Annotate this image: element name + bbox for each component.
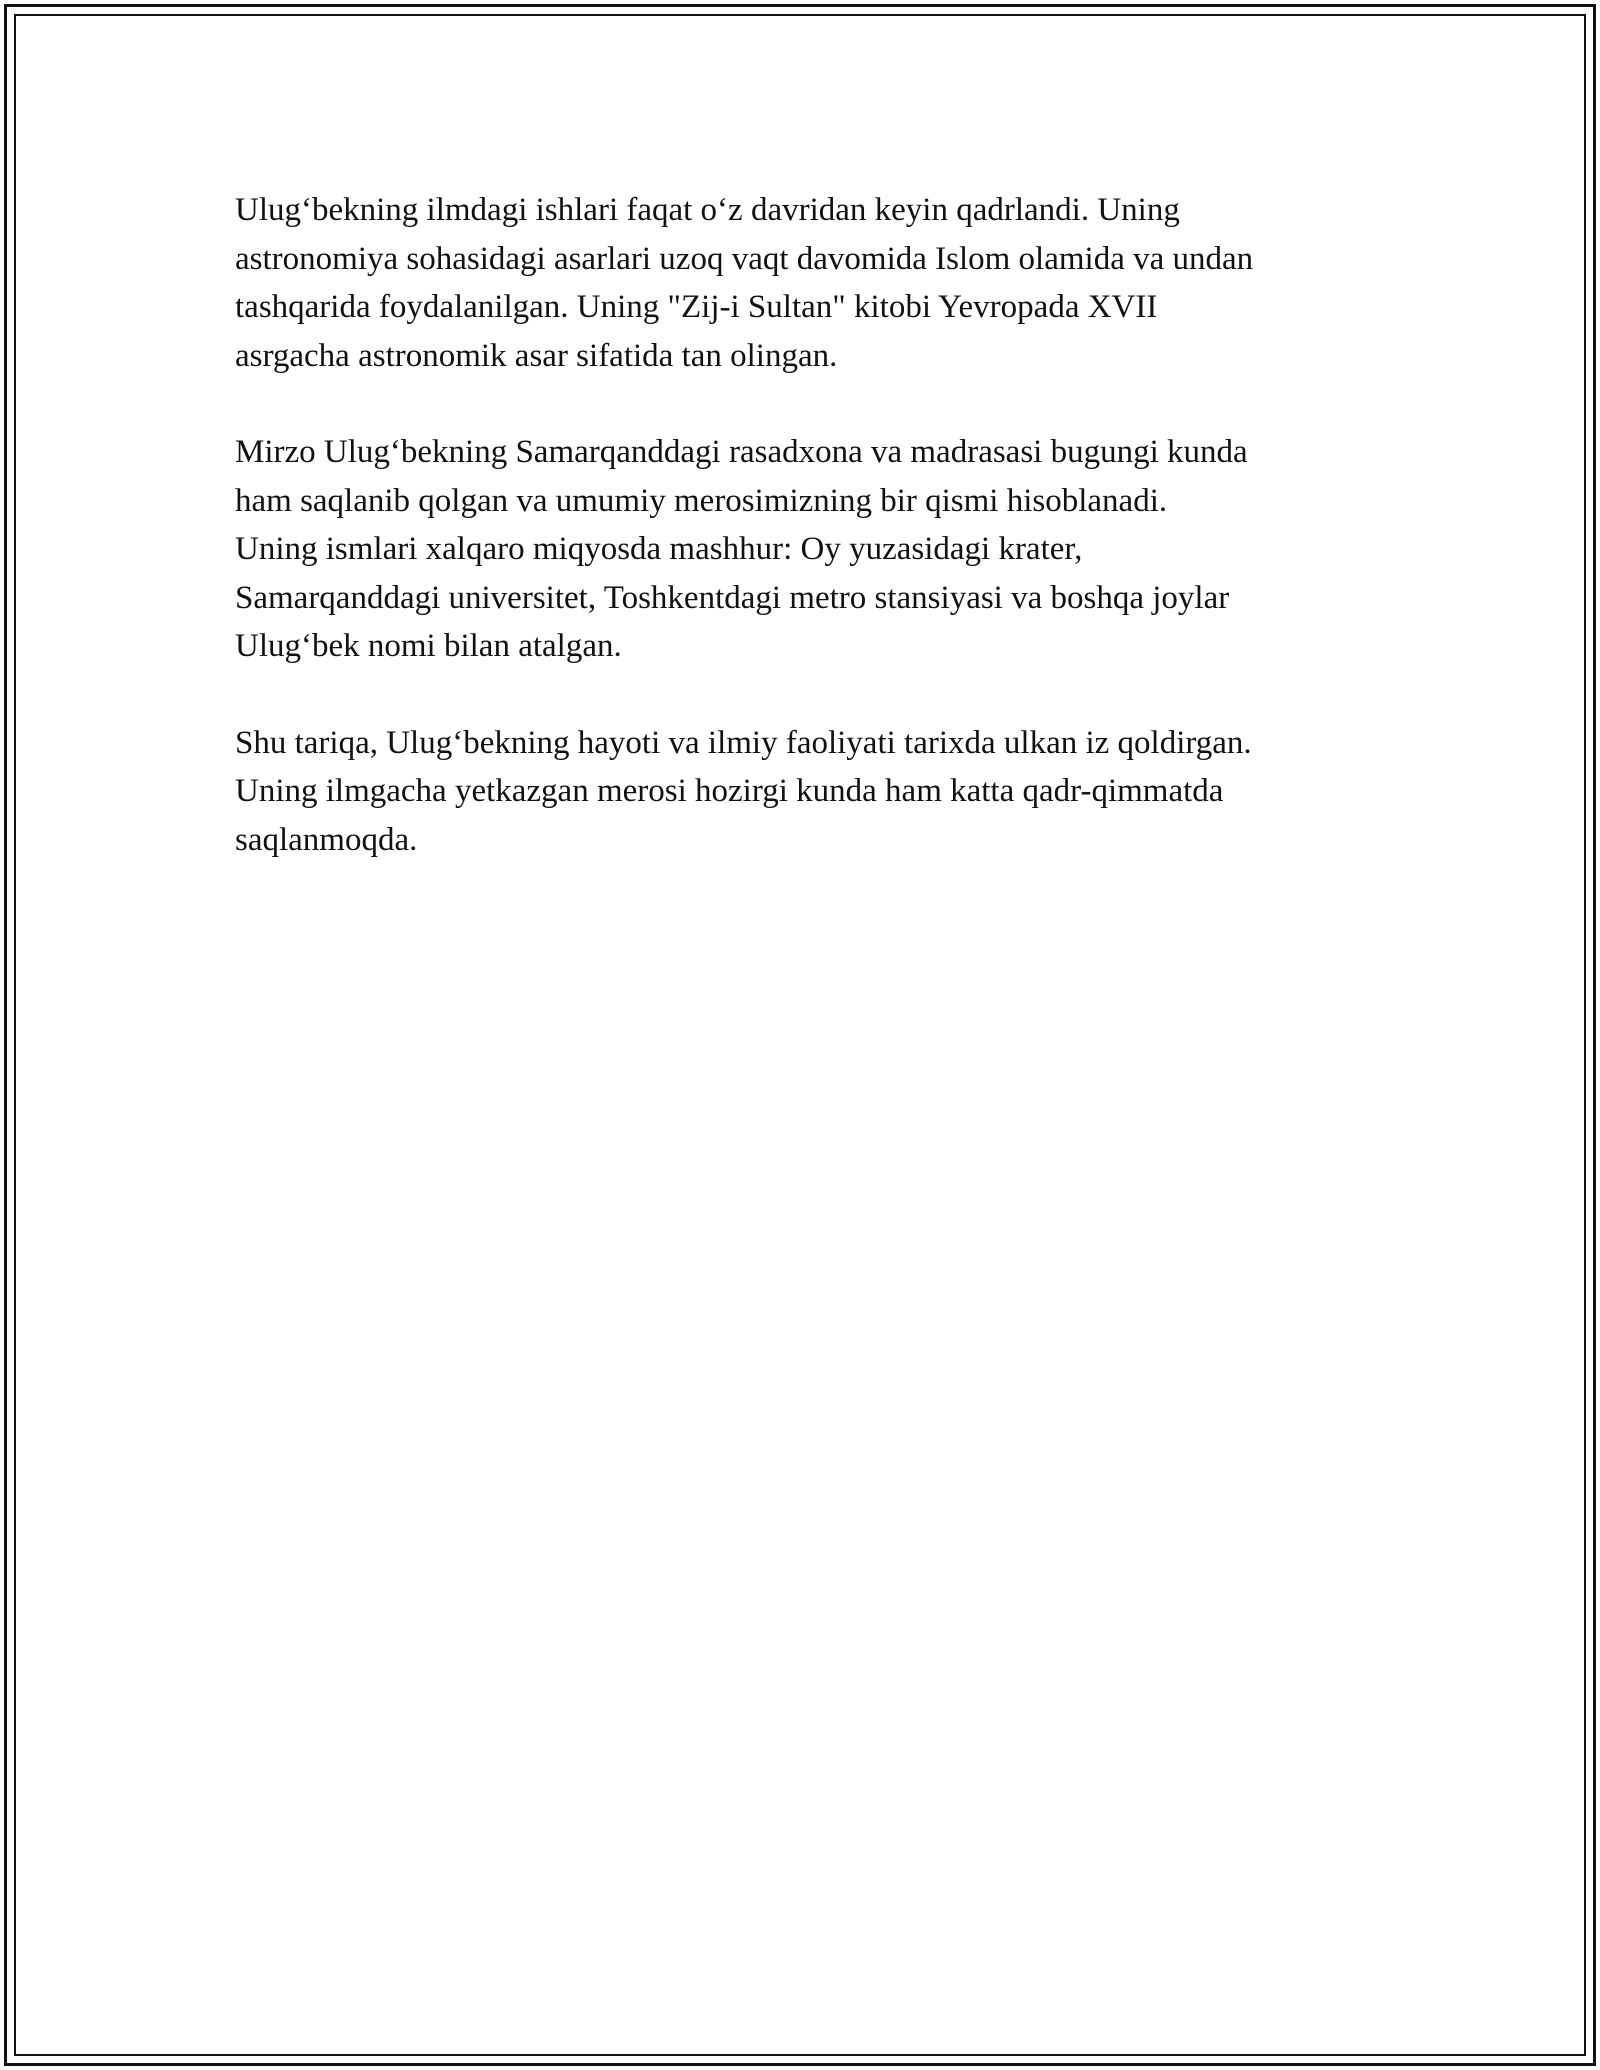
text-line: asrgacha astronomik asar sifatida tan olingan.	[235, 337, 838, 374]
text-line: Uning ismlari xalqaro miqyosda mashhur: Oy yuzasidagi krater,	[235, 531, 1083, 567]
paragraph-1	[235, 186, 1385, 380]
paragraph-3	[235, 719, 1385, 865]
text-line: ham saqlanib qolgan va umumiy merosimizning bir qismi hisoblanadi.	[235, 482, 1168, 519]
text-line: Ulug‘bek nomi bilan atalgan.	[235, 628, 622, 664]
paragraph-2	[235, 428, 1385, 671]
text-line: saqlanmoqda.	[235, 821, 418, 858]
text-line: Mirzo Ulug‘bekning Samarqanddagi rasadxona va madrasasi bugungi kunda	[235, 434, 1248, 470]
text-line: Shu tariqa, Ulug‘bekning hayoti va ilmiy faoliyati tarixda ulkan iz qoldirgan.	[235, 724, 1252, 761]
document-body	[235, 186, 1385, 912]
text-line: Samarqanddagi universitet, Toshkentdagi metro stansiyasi va boshqa joylar	[235, 579, 1230, 616]
text-line: Uning ilmgacha yetkazgan merosi hozirgi kunda ham katta qadr-qimmatda	[235, 773, 1224, 809]
text-line: tashqarida foydalanilgan. Uning "Zij-i Sultan" kitobi Yevropada XVII	[235, 289, 1158, 325]
text-line: Ulug‘bekning ilmdagi ishlari faqat o‘z davridan keyin qadrlandi. Uning	[235, 192, 1180, 228]
text-line: astronomiya sohasidagi asarlari uzoq vaqt davomida Islom olamida va undan	[235, 240, 1254, 277]
